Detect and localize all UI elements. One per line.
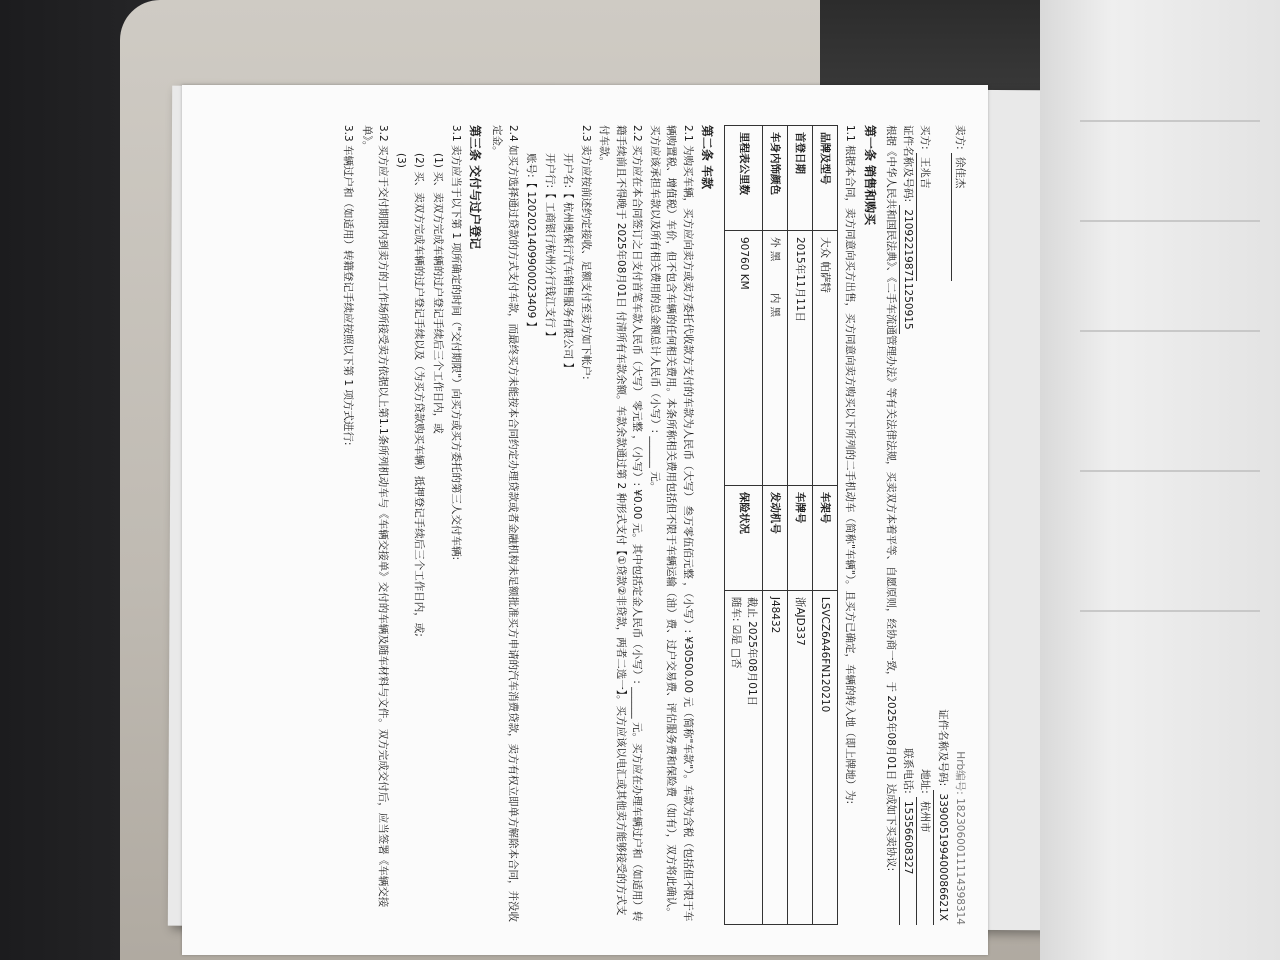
booklet-line [1080, 470, 1260, 472]
booklet-line [1080, 120, 1260, 122]
contract-page-rotated [182, 85, 988, 955]
mileage-value: 90760 KM [725, 231, 763, 486]
engine-key: 发动机号 [762, 485, 787, 590]
booklet-line [1080, 610, 1260, 612]
clause-2-4: 2.4 如买方选择通过贷款的方式支付车款，而最终买方未能按本合同约定办理贷款或者金融机构未足额批准买方申请的汽车消费贷款，卖方有权立即单方解除本合同，并没收定金。 [490, 125, 520, 923]
plate-key: 车牌号 [787, 485, 812, 590]
seller-id-row [933, 125, 950, 925]
vehicle-table [724, 125, 838, 925]
clause-3-1: 3.1 卖方应当于以下第 1 项所确定的时间（"交付期限"）向买方或买方委托的第三人交付车辆: [449, 125, 462, 561]
table-row [762, 126, 787, 925]
buyer-id: 210922198711250915 [899, 205, 916, 333]
section-3-title: 第三条 交付与过户登记 [468, 125, 483, 250]
buyer-name: 王兆吉 [916, 153, 933, 281]
clause-2-1: 2.1 为购买车辆，买方应向卖方或卖方委托代收款方支付的车款为人民币（大写） 叁万零伍佰元整 ，（小写）: ¥30500.00 元（简称"车款"）。车款为含税（包括但不限于车辆购置税、增值税）车价，但不包含车辆的任何相关费用。本条所称相关费用包括但不限于车辆运输（油）费、过户交易费、评估服务费和保险费（如有），双方将此确认。买方应该承担车款以及所有相关费用的总金额总计人民币（小写）: ______ 元。 [649, 125, 694, 922]
table-row [812, 126, 837, 925]
seller-id: 339005199400086621X [933, 790, 950, 925]
buyer-phone: 15356608327 [899, 797, 916, 925]
reg-date-value: 2015年11月11日 [787, 231, 812, 486]
seller-label: 卖方: [954, 125, 966, 150]
booklet-line [1080, 330, 1260, 332]
insurance-value [725, 590, 763, 924]
insurance-until: 截止 2025年08月01日 [745, 596, 758, 707]
color-value: 外 黑 内 黑 [762, 231, 787, 486]
clause-3-1-option-2: (2) 买、卖双方完成车辆的过户登记手续以及（为买方贷款购买车辆）抵押登记手续后三个工作日内，或; [413, 153, 426, 637]
seller-name: 徐佳杰 [951, 153, 968, 281]
color-key: 车身内饰颜色 [762, 126, 787, 231]
insurance-with-car: 随车: ☑是 □否 [729, 596, 742, 669]
plate-value: 浙AJD337 [787, 590, 812, 924]
buyer-phone-label: 联系电话: [902, 748, 915, 794]
contract-page [182, 85, 988, 955]
buyer-id-row [899, 125, 916, 925]
vin-key: 车架号 [812, 485, 837, 590]
account-number: 账号:【 1202021409900023409 】 [525, 153, 538, 333]
mileage-key: 里程表公里数 [725, 126, 763, 231]
vin-value: LSVCZ6A46FN120210 [812, 590, 837, 924]
reg-date-key: 首登日期 [787, 126, 812, 231]
section-1-title: 第一条 销售和购买 [862, 125, 877, 226]
folded-booklet [1040, 0, 1280, 960]
buyer-row [916, 125, 933, 925]
contract-content [200, 125, 968, 925]
section-2-title: 第二条 车款 [700, 125, 715, 190]
clause-3-2: 3.2 买方应于交付期限内到卖方的工作场所接受卖方依据以上第1.1条所列机动车与《车辆交接单》交付的车辆及随车材料与文件。双方完成交付后，应当签署《车辆交接单》。 [360, 125, 389, 908]
bank-name: 开户行:【 工商银行杭州分行钱江支行 】 [543, 153, 556, 342]
seller-line [951, 125, 968, 281]
buyer-id-label: 证件名称及号码: [902, 125, 915, 203]
seller-id-label: 证件名称及号码: [936, 709, 949, 787]
table-row [725, 126, 763, 925]
intro-paragraph: 根据《中华人民共和国民法典》、《二手车流通管理办法》等有关法律法规，买卖双方本着平等、自愿原则，经协商一致，于 2025年08月01日 达成如下买卖协议: [884, 125, 897, 872]
table-row [787, 126, 812, 925]
buyer-address-label: 地址: [919, 769, 932, 794]
brand-value: 大众 帕萨特 [812, 231, 837, 486]
account-name: 开户名:【 杭州奥保行汽车销售服务有限公司 】 [561, 153, 574, 374]
insurance-key: 保险状况 [725, 485, 763, 590]
clause-3-3: 3.3 车辆过户和（如适用）转籍登记手续应按照以下第 1 项方式进行: [342, 125, 355, 446]
clause-3-1-option-1: (1) 买、卖双方完成车辆的过户登记手续后三个工作日内，或 [431, 153, 444, 434]
clause-2-2: 2.2 买方应在本合同签订之日支付首笔车款人民币（大写） 零元整 ，（小写）: ¥0.00 元。其中包括定金人民币（小写）: ______ 元。买方应在办理车辆过户和（如适用）转籍手续前且不得晚于 2025年08月01日 付清所有车款余额。车款余款通过第 2 种形式支付【①贷款②非贷款，两者二选一】。买方应该以电汇或其他卖方能够接受的方式支付车款。 [598, 125, 643, 922]
clause-2-3: 2.3 卖方应按前述约定接收、足额支付至卖方如下帐户: [580, 125, 593, 380]
clause-1-1: 1.1 根据本合同，卖方同意向买方出售，买方同意向卖方购买以下所列的二手机动车（简称"车辆"）。且买方已确定，车辆的转入地（即上牌地）为: [844, 125, 857, 804]
brand-key: 品牌及型号 [812, 126, 837, 231]
doc-tag-label: Hrb编号: [954, 751, 966, 795]
engine-value: J48432 [762, 590, 787, 924]
doc-tag-value: 1823060011114398314 [954, 798, 966, 925]
booklet-line [1080, 220, 1260, 222]
buyer-label: 买方: [919, 125, 932, 150]
buyer-address: 杭州市 [916, 797, 933, 925]
header-row [951, 125, 968, 925]
clause-3-1-option-3: (3) [395, 153, 408, 168]
doc-tag [951, 751, 968, 925]
